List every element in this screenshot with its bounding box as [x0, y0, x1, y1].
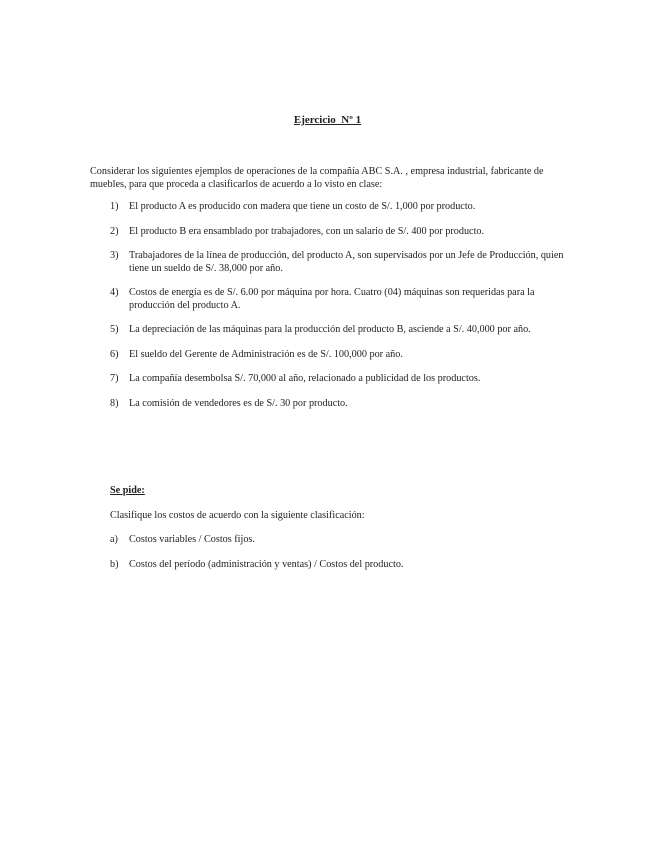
item-number: 2) [110, 225, 119, 237]
item-number: 5) [110, 324, 119, 335]
option-letter: a) [110, 534, 118, 545]
classification-options [110, 534, 570, 583]
item-number: 1) [110, 201, 119, 212]
item-number: 4) [110, 287, 119, 298]
item-text: La compañía desembolsa S/. 70,000 al año, relacionado a publicidad de los productos. [129, 373, 481, 384]
item-text: La comisión de vendedores es de S/. 30 por producto. [129, 397, 348, 409]
list-item [110, 287, 570, 312]
item-number: 6) [110, 348, 119, 360]
list-item [110, 349, 570, 362]
list-item [110, 373, 570, 386]
intro-paragraph: Considerar los siguientes ejemplos de operaciones de la compañía ABC S.A. , empresa industrial, fabricante de muebles, para que proceda a clasificarlos de acuerdo a lo visto en clase: [90, 166, 544, 190]
list-item [110, 559, 570, 572]
exercise-title: Ejercicio Nº 1 [293, 114, 362, 126]
se-pide-heading: Se pide: [110, 485, 145, 496]
item-text: El producto B era ensamblado por trabajadores, con un salario de S/. 400 por producto. [129, 225, 485, 237]
option-text: Costos variables / Costos fijos. [129, 534, 255, 545]
item-text: Costos de energía es de S/. 6.00 por máquina por hora. Cuatro (04) máquinas son requeridas para la producción del producto A. [129, 287, 535, 311]
instruction-text: Clasifique los costos de acuerdo con la siguiente clasificación: [110, 510, 365, 521]
operations-list [110, 201, 570, 422]
list-item [110, 324, 570, 337]
item-number: 8) [110, 397, 119, 409]
item-text: El producto A es producido con madera que tiene un costo de S/. 1,000 por producto. [129, 201, 476, 212]
list-item [110, 398, 570, 411]
list-item [110, 534, 570, 547]
list-item [110, 250, 570, 275]
item-text: Trabajadores de la línea de producción, del producto A, son supervisados por un Jefe de Producción, quien tiene un sueldo de S/. 38,000 por año. [129, 250, 564, 274]
option-letter: b) [110, 558, 119, 570]
item-number: 3) [110, 250, 119, 261]
item-text: La depreciación de las máquinas para la producción del producto B, asciende a S/. 40,000 por año. [129, 324, 531, 335]
option-text: Costos del período (administración y ventas) / Costos del producto. [129, 558, 404, 570]
list-item [110, 226, 570, 239]
item-number: 7) [110, 373, 119, 384]
item-text: El sueldo del Gerente de Administración es de S/. 100,000 por año. [129, 348, 403, 360]
list-item [110, 201, 570, 214]
